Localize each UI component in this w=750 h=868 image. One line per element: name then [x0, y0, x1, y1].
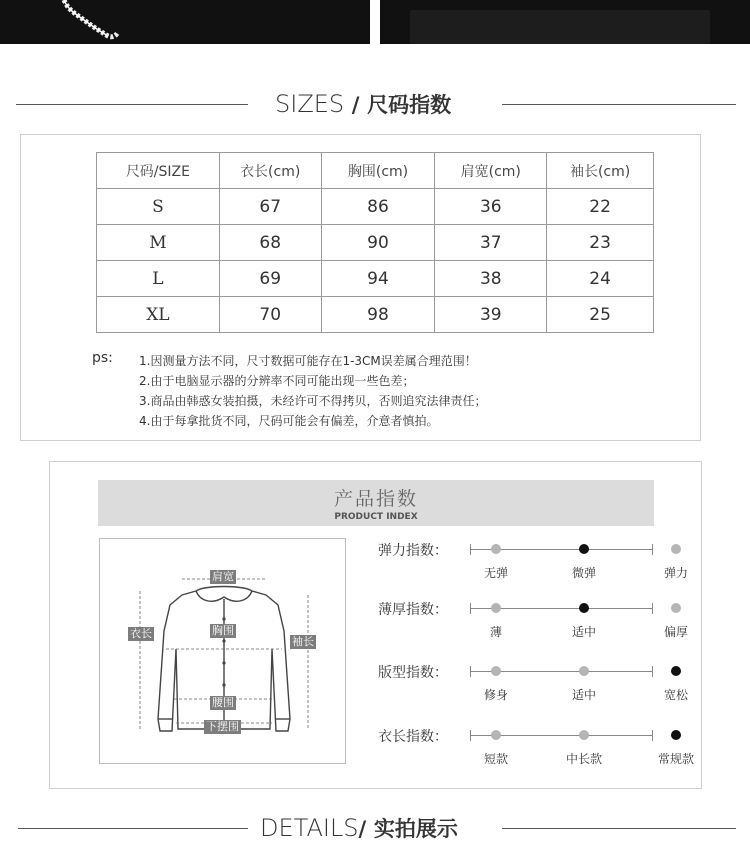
table-cell: 69	[219, 261, 321, 297]
scale-end-cap	[652, 730, 653, 741]
scale-dot	[491, 666, 501, 676]
scale-option-label: 中长款	[565, 752, 603, 766]
scale-dot-selected	[671, 730, 681, 740]
scale-option-label: 无弹	[483, 566, 509, 580]
header-cell: 衣长(cm)	[219, 153, 321, 189]
scale-dot	[491, 544, 501, 554]
sleeve-tag: 袖长	[292, 635, 314, 648]
table-cell: 37	[435, 225, 547, 261]
sizes-title-en: SIZES	[275, 90, 345, 118]
table-cell: 70	[219, 297, 321, 333]
table-row	[97, 297, 654, 333]
table-cell: 68	[219, 225, 321, 261]
scale-dot	[671, 544, 681, 554]
sizes-title-cn: 尺码指数	[367, 93, 452, 117]
divider-line	[16, 104, 248, 105]
table-cell: 98	[321, 297, 435, 333]
table-cell: S	[97, 189, 220, 225]
scale-dot	[579, 730, 589, 740]
scale-dot-selected	[671, 666, 681, 676]
scale-option-label: 适中	[571, 688, 597, 702]
table-cell: 23	[547, 225, 654, 261]
size-chart-panel	[20, 134, 701, 441]
note-line: 2.由于电脑显示器的分辨率不同可能出现一些色差；	[139, 374, 415, 388]
note-line: 3.商品由韩惑女装拍摄，未经许可不得拷贝，否则追究法律责任；	[139, 394, 487, 408]
details-title-en: DETAILS	[260, 814, 359, 842]
scale-dot	[671, 603, 681, 613]
scale-option-label: 微弹	[571, 566, 597, 580]
product-index-title-en: PRODUCT INDEX	[334, 512, 418, 522]
scale-label: 衣长指数：	[378, 729, 448, 745]
scale-option-label: 修身	[483, 688, 509, 702]
scale-dot-selected	[579, 603, 589, 613]
scale-option-label: 常规款	[657, 752, 695, 766]
scale-option-label: 短款	[483, 752, 509, 766]
chest-tag: 胸围	[212, 624, 234, 637]
index-scale-row	[374, 540, 689, 580]
table-cell: M	[97, 225, 220, 261]
garment-measurement-diagram	[99, 538, 346, 764]
sizes-title-sep: /	[351, 93, 360, 117]
header-cell: 胸围(cm)	[321, 153, 435, 189]
index-scale-row	[374, 599, 689, 639]
length-tag: 衣长	[130, 627, 152, 640]
details-title	[260, 808, 458, 848]
scale-option-label: 宽松	[663, 688, 689, 702]
table-row	[97, 225, 654, 261]
details-title-sep: /	[358, 817, 367, 841]
details-title-row	[0, 808, 750, 848]
table-cell: 90	[321, 225, 435, 261]
scale-option-label: 薄	[489, 625, 503, 639]
scale-option-label: 弹力	[663, 566, 689, 580]
table-header-row	[97, 153, 654, 189]
scale-end-cap	[470, 603, 471, 614]
shoulder-tag: 肩宽	[212, 570, 234, 583]
table-cell: 94	[321, 261, 435, 297]
table-cell: XL	[97, 297, 220, 333]
size-table	[96, 152, 654, 333]
scale-end-cap	[470, 666, 471, 677]
scale-dot-selected	[579, 544, 589, 554]
garment-hem	[410, 10, 710, 44]
details-title-cn: 实拍展示	[373, 817, 458, 841]
scale-dot	[491, 603, 501, 613]
product-index-panel	[49, 461, 702, 789]
index-scale-row	[374, 726, 695, 766]
table-cell: 25	[547, 297, 654, 333]
sizes-title	[275, 84, 451, 124]
scale-label: 弹力指数：	[378, 543, 448, 559]
note-line: 1.因测量方法不同，尺寸数据可能存在1-3CM误差属合理范围！	[139, 354, 477, 368]
scale-label: 薄厚指数：	[378, 602, 448, 618]
scale-end-cap	[652, 544, 653, 555]
scale-dot	[579, 666, 589, 676]
table-cell: 38	[435, 261, 547, 297]
table-cell: 22	[547, 189, 654, 225]
header-cell: 尺码/SIZE	[97, 153, 220, 189]
scale-end-cap	[470, 544, 471, 555]
scale-end-cap	[652, 666, 653, 677]
header-cell: 袖长(cm)	[547, 153, 654, 189]
product-photo-left	[0, 0, 370, 44]
table-cell: 67	[219, 189, 321, 225]
ps-label: ps:	[92, 350, 113, 366]
waist-tag: 腰围	[212, 696, 234, 709]
note-line: 4.由于每拿批货不同，尺码可能会有偏差，介意者慎拍。	[139, 414, 439, 428]
table-cell: 39	[435, 297, 547, 333]
divider-line	[18, 828, 248, 829]
sizes-title-row	[0, 84, 750, 124]
hem-tag: 下摆围	[206, 720, 239, 733]
index-scale-row	[374, 662, 689, 702]
scale-option-label: 偏厚	[663, 625, 689, 639]
table-row	[97, 189, 654, 225]
scale-end-cap	[470, 730, 471, 741]
table-cell: L	[97, 261, 220, 297]
scale-end-cap	[652, 603, 653, 614]
lace-collar-detail	[58, 0, 120, 44]
scale-option-label: 适中	[571, 625, 597, 639]
header-cell: 肩宽(cm)	[435, 153, 547, 189]
product-index-title-cn: 产品指数	[333, 488, 418, 510]
product-photo-right	[380, 0, 750, 44]
scale-dot	[491, 730, 501, 740]
table-cell: 36	[435, 189, 547, 225]
table-cell: 24	[547, 261, 654, 297]
table-cell: 86	[321, 189, 435, 225]
divider-line	[502, 828, 736, 829]
table-row	[97, 261, 654, 297]
scale-label: 版型指数：	[378, 665, 448, 681]
product-index-banner	[98, 480, 654, 526]
divider-line	[502, 104, 736, 105]
